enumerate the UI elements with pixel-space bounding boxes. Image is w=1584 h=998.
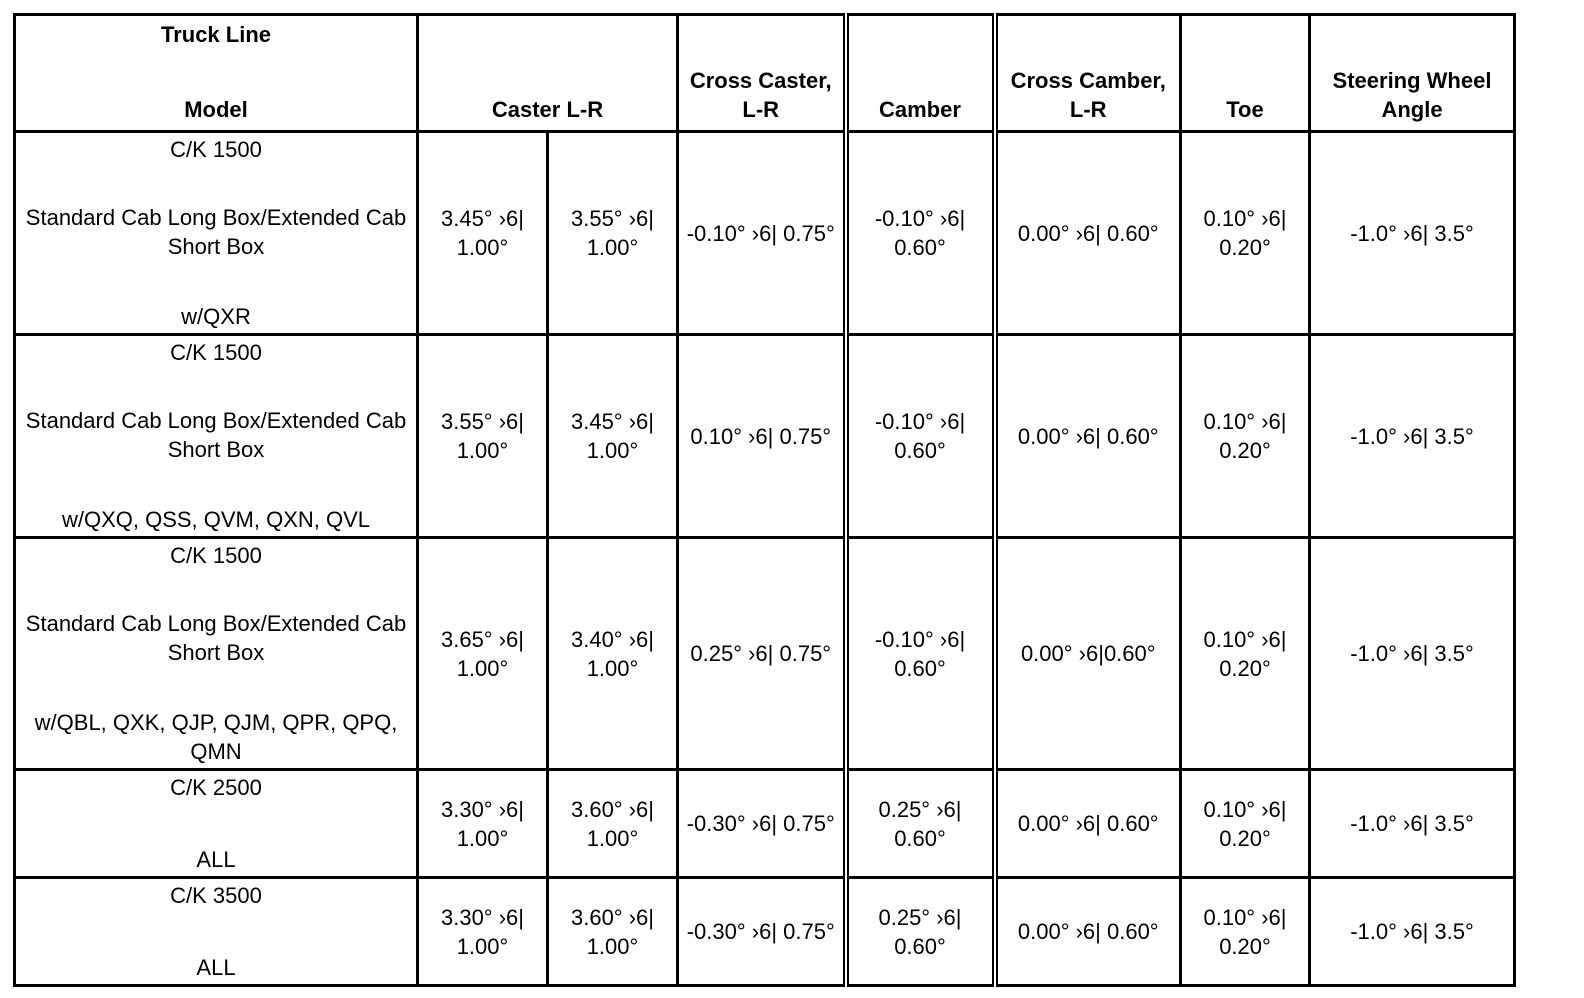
header-cross-caster: Cross Caster, L-R <box>678 15 846 132</box>
caster-left-cell: 3.55° ›6| 1.00° <box>418 335 548 538</box>
model-line: C/K 2500 <box>170 775 262 800</box>
caster-left-cell: 3.45° ›6| 1.00° <box>418 132 548 335</box>
model-line: C/K 1500 <box>170 137 262 162</box>
toe-cell: 0.10° ›6| 0.20° <box>1181 878 1310 986</box>
model-options: ALL <box>196 847 236 872</box>
camber-cell: -0.10° ›6| 0.60° <box>846 132 995 335</box>
header-truck-line: Truck Line <box>160 22 272 47</box>
steering-cell: -1.0° ›6| 3.5° <box>1310 132 1515 335</box>
steering-cell: -1.0° ›6| 3.5° <box>1310 335 1515 538</box>
table-row <box>15 878 1515 986</box>
cross-camber-cell: 0.00° ›6| 0.60° <box>995 878 1181 986</box>
header-toe: Toe <box>1181 15 1310 132</box>
toe-cell: 0.10° ›6| 0.20° <box>1181 538 1310 770</box>
camber-cell: -0.10° ›6| 0.60° <box>846 538 995 770</box>
model-cell <box>15 335 418 538</box>
model-line: C/K 3500 <box>170 883 262 908</box>
camber-cell: 0.25° ›6| 0.60° <box>846 770 995 878</box>
toe-cell: 0.10° ›6| 0.20° <box>1181 132 1310 335</box>
cross-caster-cell: -0.30° ›6| 0.75° <box>678 770 846 878</box>
toe-cell: 0.10° ›6| 0.20° <box>1181 335 1310 538</box>
model-options: w/QXQ, QSS, QVM, QXN, QVL <box>61 507 371 532</box>
caster-right-cell: 3.55° ›6| 1.00° <box>548 132 678 335</box>
header-steering-wheel-angle: Steering Wheel Angle <box>1310 15 1515 132</box>
header-caster: Caster L-R <box>418 15 678 132</box>
model-line: C/K 1500 <box>170 340 262 365</box>
cross-caster-cell: 0.10° ›6| 0.75° <box>678 335 846 538</box>
caster-left-cell: 3.30° ›6| 1.00° <box>418 878 548 986</box>
header-camber: Camber <box>846 15 995 132</box>
cross-camber-cell: 0.00° ›6| 0.60° <box>995 770 1181 878</box>
cross-caster-cell: -0.30° ›6| 0.75° <box>678 878 846 986</box>
model-options: w/QXR <box>181 304 251 329</box>
steering-cell: -1.0° ›6| 3.5° <box>1310 538 1515 770</box>
header-truck-line-model <box>15 15 418 132</box>
model-line: C/K 1500 <box>170 543 262 568</box>
cross-camber-cell: 0.00° ›6| 0.60° <box>995 335 1181 538</box>
model-options: ALL <box>196 955 236 980</box>
header-cross-camber: Cross Camber, L-R <box>995 15 1181 132</box>
header-model: Model <box>184 97 248 122</box>
cross-camber-cell: 0.00° ›6| 0.60° <box>995 132 1181 335</box>
caster-right-cell: 3.60° ›6| 1.00° <box>548 878 678 986</box>
toe-cell: 0.10° ›6| 0.20° <box>1181 770 1310 878</box>
cross-caster-cell: 0.25° ›6| 0.75° <box>678 538 846 770</box>
model-cell <box>15 132 418 335</box>
steering-cell: -1.0° ›6| 3.5° <box>1310 770 1515 878</box>
model-options: w/QBL, QXK, QJP, QJM, QPR, QPQ, QMN <box>34 710 398 764</box>
camber-cell: -0.10° ›6| 0.60° <box>846 335 995 538</box>
camber-cell: 0.25° ›6| 0.60° <box>846 878 995 986</box>
header-row <box>15 15 1515 132</box>
model-cell <box>15 538 418 770</box>
caster-right-cell: 3.45° ›6| 1.00° <box>548 335 678 538</box>
table-row <box>15 770 1515 878</box>
model-description: Standard Cab Long Box/Extended Cab Short Box <box>25 408 407 462</box>
table-row <box>15 132 1515 335</box>
model-description: Standard Cab Long Box/Extended Cab Short Box <box>25 611 407 665</box>
alignment-spec-table <box>13 13 1516 987</box>
cross-caster-cell: -0.10° ›6| 0.75° <box>678 132 846 335</box>
table-row <box>15 538 1515 770</box>
model-cell <box>15 770 418 878</box>
caster-left-cell: 3.65° ›6| 1.00° <box>418 538 548 770</box>
table-row <box>15 335 1515 538</box>
caster-left-cell: 3.30° ›6| 1.00° <box>418 770 548 878</box>
steering-cell: -1.0° ›6| 3.5° <box>1310 878 1515 986</box>
model-description: Standard Cab Long Box/Extended Cab Short Box <box>25 205 407 259</box>
caster-right-cell: 3.60° ›6| 1.00° <box>548 770 678 878</box>
model-cell <box>15 878 418 986</box>
cross-camber-cell: 0.00° ›6|0.60° <box>995 538 1181 770</box>
caster-right-cell: 3.40° ›6| 1.00° <box>548 538 678 770</box>
